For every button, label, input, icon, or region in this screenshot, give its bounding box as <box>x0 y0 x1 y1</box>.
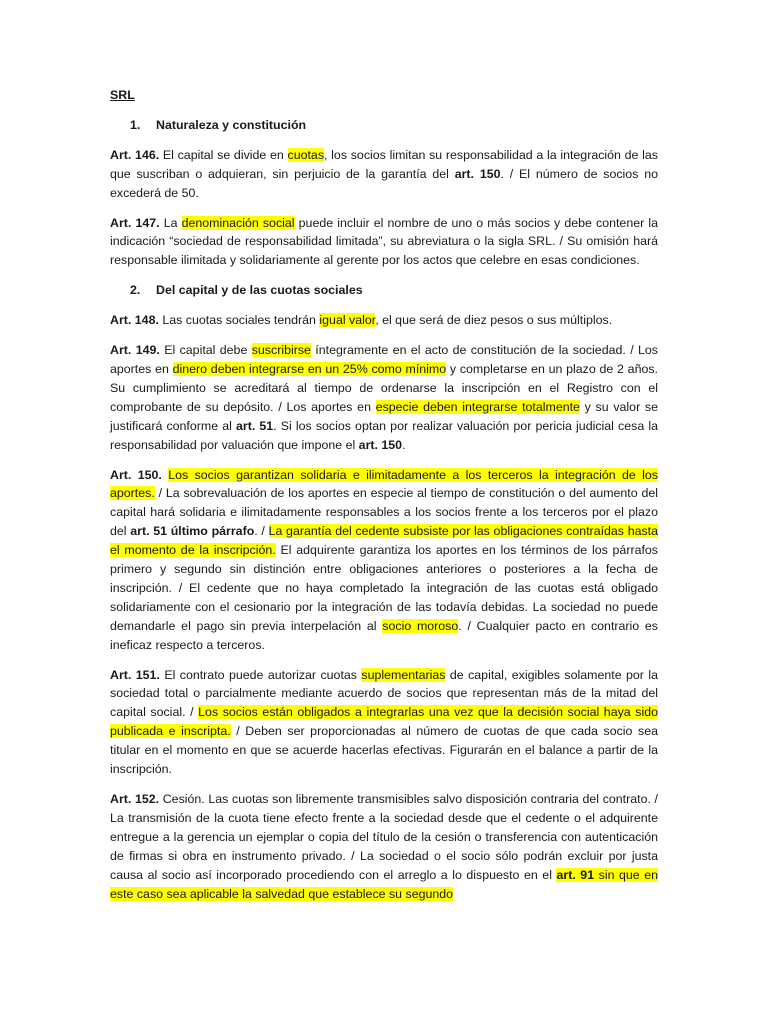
article-paragraph <box>110 146 658 203</box>
highlighted-text: socio moroso <box>382 618 459 633</box>
paragraph-text: / La sobrevaluación de los aportes en especie al tiempo de constitución o del aumento del capital hará solidaria e ilimitadamente responsables a los socios frente a los terceros por el plazo del <box>110 486 658 539</box>
article-reference: art. 150 <box>454 166 501 181</box>
highlighted-text: Los socios están obligados a integrarlas una vez que la decisión social haya sido publicada e inscripta. <box>110 705 658 739</box>
article-paragraph <box>110 214 658 271</box>
section-heading-capital <box>130 281 658 300</box>
article-reference: art. 51 <box>235 418 274 433</box>
paragraph-text: y su valor se justificará conforme al <box>110 399 658 433</box>
document-title: SRL <box>110 88 135 102</box>
article-number: Art. 147. <box>110 215 160 230</box>
paragraph-text: El capital debe <box>159 343 252 358</box>
paragraph-text: . / <box>254 524 269 539</box>
article-paragraph <box>110 666 658 779</box>
article-number: Art. 146. <box>110 147 160 162</box>
highlighted-text: especie deben integrarse totalmente <box>375 399 580 414</box>
paragraph-text: Las cuotas sociales tendrán <box>158 313 320 328</box>
section-number: 2. <box>130 283 141 298</box>
highlighted-text: La garantía del cedente subsiste por las obligaciones contraídas hasta el momento de la inscripción. <box>110 524 659 558</box>
paragraph-text: El contrato puede autorizar cuotas <box>159 667 362 682</box>
paragraph-text: . / Cualquier pacto en contrario es ineficaz respecto a terceros. <box>110 618 658 652</box>
highlighted-text: denominación social <box>181 215 295 230</box>
highlighted-text: Los socios garantizan solidaria e ilimitadamente a los terceros la integración de los aportes. <box>110 467 658 501</box>
article-number: Art. 149. <box>110 343 160 358</box>
paragraph-text: . <box>402 437 406 452</box>
article-paragraph <box>110 311 658 330</box>
section-body-capital <box>110 311 658 903</box>
highlighted-text: suplementarias <box>361 667 446 682</box>
paragraph-text: , el que será de diez pesos o sus múltiplos. <box>375 313 613 328</box>
highlighted-text: dinero deben integrarse en un 25% como mínimo <box>172 361 447 376</box>
section-number: 1. <box>130 117 141 132</box>
document-page <box>110 86 658 914</box>
article-number: Art. 151. <box>110 667 160 682</box>
paragraph-text: íntegramente en el acto de constitución de la sociedad. / Los aportes en <box>110 343 658 376</box>
section-heading-naturaleza <box>130 116 658 135</box>
paragraph-text: puede incluir el nombre de uno o más socios y debe contener la indicación “sociedad de responsabilidad limitada”, su abreviatura o la sigla SRL. / Su omisión hará responsable ilimitada y solidariamente al gerente por los actos que celebre en esas condiciones. <box>110 215 658 268</box>
article-paragraph <box>110 466 658 655</box>
section-body-naturaleza <box>110 146 658 270</box>
article-reference: art. 51 último párrafo <box>130 524 255 539</box>
highlighted-text: cuotas <box>287 147 325 162</box>
article-number: Art. 148. <box>110 313 159 328</box>
paragraph-text: Cesión. Las cuotas son libremente transmisibles salvo disposición contraria del contrato. / La transmisión de la cuota tiene efecto frente a la sociedad desde que el cedente o el adquirente entregue a la gerencia un ejemplar o copia del título de la cesión o transferencia con autenticación de firmas si obra en instrumento privado. / La sociedad o el socio sólo podrán excluir por justa causa al socio así incorporado procediendo con el arreglo a lo dispuesto en el <box>110 792 658 882</box>
highlighted-text: suscribirse <box>251 343 311 358</box>
paragraph-text: El capital se divide en <box>159 147 288 162</box>
section-title: Del capital y de las cuotas sociales <box>156 283 363 298</box>
article-paragraph <box>110 341 658 454</box>
article-number: Art. 150. <box>110 467 162 482</box>
article-reference: art. 150 <box>358 437 403 452</box>
highlighted-article-reference: art. 91 <box>556 867 595 882</box>
highlighted-text: igual valor <box>319 313 376 328</box>
paragraph-text: . / El número de socios no excederá de 50. <box>110 166 658 200</box>
article-number: Art. 152. <box>110 792 160 806</box>
article-paragraph <box>110 790 658 903</box>
paragraph-text: de capital, exigibles solamente por la sociedad total o parcialmente mediante acuerdo de socios que representan más de la mitad del capital social. / <box>110 667 658 720</box>
section-title: Naturaleza y constitución <box>156 117 307 132</box>
highlighted-text: sin que en este caso sea aplicable la salvedad que establece su segundo <box>110 867 658 901</box>
paragraph-text: La <box>159 215 182 230</box>
paragraph-text: , los socios limitan su responsabilidad a la integración de las que suscriban o adquieran, sin perjuicio de la garantía del <box>110 147 658 181</box>
paragraph-text: . Si los socios optan por realizar valuación por pericia judicial cesa la responsabilidad por valuación que impone el <box>110 418 658 452</box>
paragraph-text: El adquirente garantiza los aportes en los términos de los párrafos primero y segundo sin distinción entre obligaciones anteriores o posteriores a la fecha de inscripción. / El cedente que no haya completado la integración de las cuotas está obligado solidariamente con el cesionario por la integración de las todavía debidas. La sociedad no puede demandarle el pago sin previa interpelación al <box>110 543 658 633</box>
paragraph-text: y completarse en un plazo de 2 años. Su cumplimiento se acreditará al tiempo de ordenarse la inscripción en el Registro con el comprobante de su depósito. / Los aportes en <box>110 361 658 414</box>
paragraph-text: / Deben ser proporcionadas al número de cuotas de que cada socio sea titular en el momento en que se acuerde hacerlas efectivas. Figurarán en el balance a partir de la inscripción. <box>110 724 658 777</box>
